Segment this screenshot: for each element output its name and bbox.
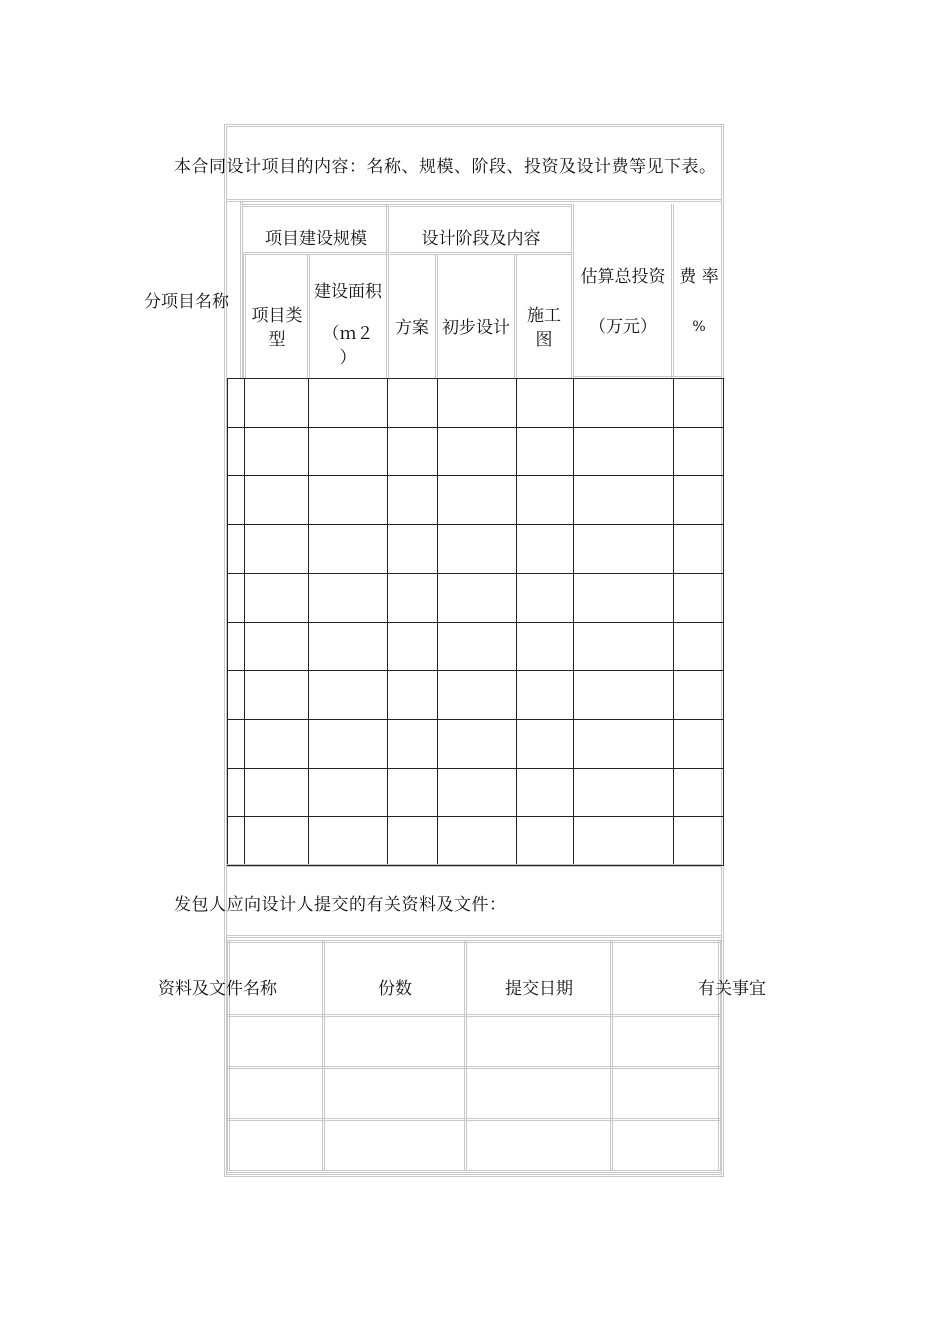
table-row (227, 670, 723, 719)
header-notes: 有关事宜 (698, 979, 766, 999)
table-row (227, 768, 723, 817)
header-area: 建设面积 （ｍ２ ） (314, 282, 382, 368)
table-row (227, 622, 723, 671)
table-row (227, 1014, 718, 1066)
header-investment: 估算总投资 （万元） (580, 267, 666, 337)
grid-line-horizontal (227, 1170, 721, 1173)
grid-line-vertical (718, 940, 721, 1170)
table-row (227, 573, 723, 622)
table-row (227, 1118, 718, 1170)
header-doc-name: 资料及文件名称 (158, 979, 277, 999)
table-row (227, 816, 723, 865)
table-row (227, 475, 723, 524)
header-stage-group: 设计阶段及内容 (421, 229, 541, 249)
table-row (227, 524, 723, 573)
grid-line-horizontal (227, 940, 721, 943)
table-row (227, 1066, 718, 1118)
table-row (227, 719, 723, 768)
header-fee-rate: 费 率 % (679, 267, 719, 335)
header-construction: 施工 图 (527, 306, 561, 350)
table-row (227, 427, 723, 476)
header-scheme: 方案 (395, 318, 429, 338)
header-submit-date: 提交日期 (505, 979, 573, 999)
documents-text: 发包人应向设计人提交的有关资料及文件： (174, 895, 507, 915)
header-preliminary: 初步设计 (442, 318, 510, 338)
header-copies: 份数 (378, 979, 412, 999)
header-scale-group: 项目建设规模 (265, 229, 367, 249)
intro-divider (226, 199, 722, 202)
header-sub-project-name: 分项目名称 (144, 292, 229, 312)
table-row (227, 378, 723, 427)
header-project-type: 项目类 型 (251, 306, 303, 350)
intro-text: 本合同设计项目的内容：名称、规模、阶段、投资及设计费等见下表。 (174, 157, 717, 177)
